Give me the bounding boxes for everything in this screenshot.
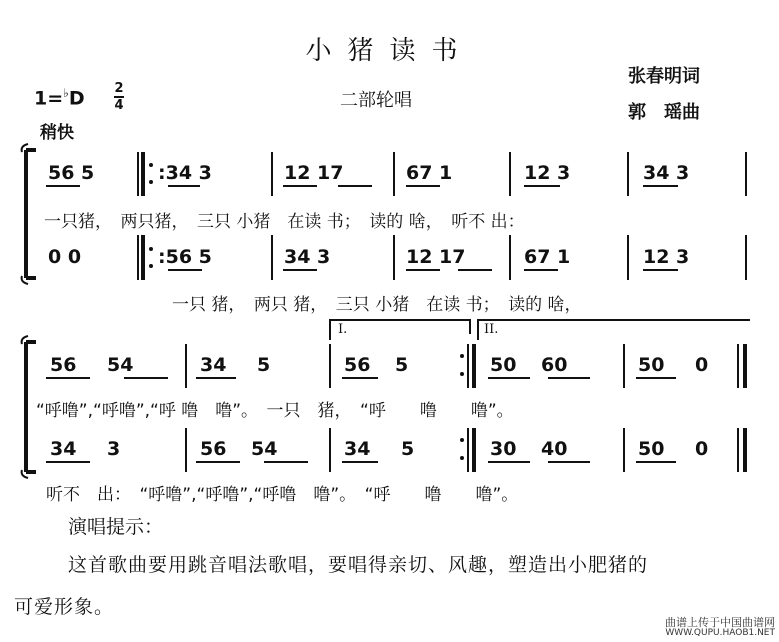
lower-lyrics-line: 一只 猪， 两只 猪， 三只 小猪 在读 书； 读的 啥， [172, 295, 582, 315]
volta-second-ending: II. [484, 322, 499, 337]
note-group: :34 3 [158, 162, 212, 184]
note-group: 50 0 [638, 354, 709, 376]
note-group: 67 1 [524, 246, 571, 268]
time-signature-top: 2 [114, 81, 124, 96]
hint-heading: 演唱提示： [68, 516, 164, 538]
key-base: 1= [34, 87, 64, 110]
flat-sign: ♭ [63, 86, 69, 100]
note-group: 56 5 [344, 354, 409, 376]
note-group: 34 5 [344, 438, 415, 460]
watermark-line: 曲谱上传于中国曲谱网 [665, 616, 775, 629]
note-group: 30 40 [490, 438, 568, 460]
time-signature-bottom: 4 [114, 98, 124, 113]
lower-lyrics-line: 听不 出： “呼噜”,“呼噜”,“呼噜 噜”。 “呼 噜 噜”。 [46, 485, 519, 505]
page-title: 小猪读书 [305, 36, 474, 66]
hint-text-line: 可爱形象。 [14, 596, 115, 618]
note-group: 12 3 [524, 162, 571, 184]
key-note: D [68, 87, 85, 110]
note-group: 67 1 [406, 162, 453, 184]
note-group: 50 60 [490, 354, 568, 376]
upper-lyrics-line: 一只猪， 两只猪， 三只 小猪 在读 书； 读的 啥， 听不 出： [44, 212, 525, 232]
note-group: 34 3 [284, 246, 331, 268]
note-group: 12 17 [284, 162, 344, 184]
note-group: :56 5 [158, 246, 212, 268]
note-group: 56 54 [50, 354, 134, 376]
lyricist-credit: 张春明词 [628, 66, 700, 87]
note-group: 34 5 [200, 354, 271, 376]
upper-lyrics-line: “呼噜”,“呼噜”,“呼 噜 噜”。 一只 猪， “呼 噜 噜”。 [36, 401, 514, 421]
watermark [665, 617, 775, 639]
hint-text-line: 这首歌曲要用跳音唱法歌唱，要唱得亲切、风趣，塑造出小肥猪的 [68, 554, 649, 576]
note-group: 0 0 [48, 246, 82, 268]
note-group: 34 3 [50, 438, 121, 460]
note-group: 12 17 [406, 246, 466, 268]
note-group: 34 3 [643, 162, 690, 184]
composer-credit: 郭 瑶曲 [628, 102, 700, 123]
note-group: 56 5 [48, 162, 95, 184]
watermark-url: WWW.QUPU.HAOB1.NET [665, 628, 775, 638]
note-group: 50 0 [638, 438, 709, 460]
tempo-marking: 稍快 [40, 123, 74, 143]
volta-first-ending: I. [338, 322, 348, 337]
note-group: 56 54 [200, 438, 278, 460]
subtitle: 二部轮唱 [340, 90, 412, 111]
note-group: 12 3 [643, 246, 690, 268]
